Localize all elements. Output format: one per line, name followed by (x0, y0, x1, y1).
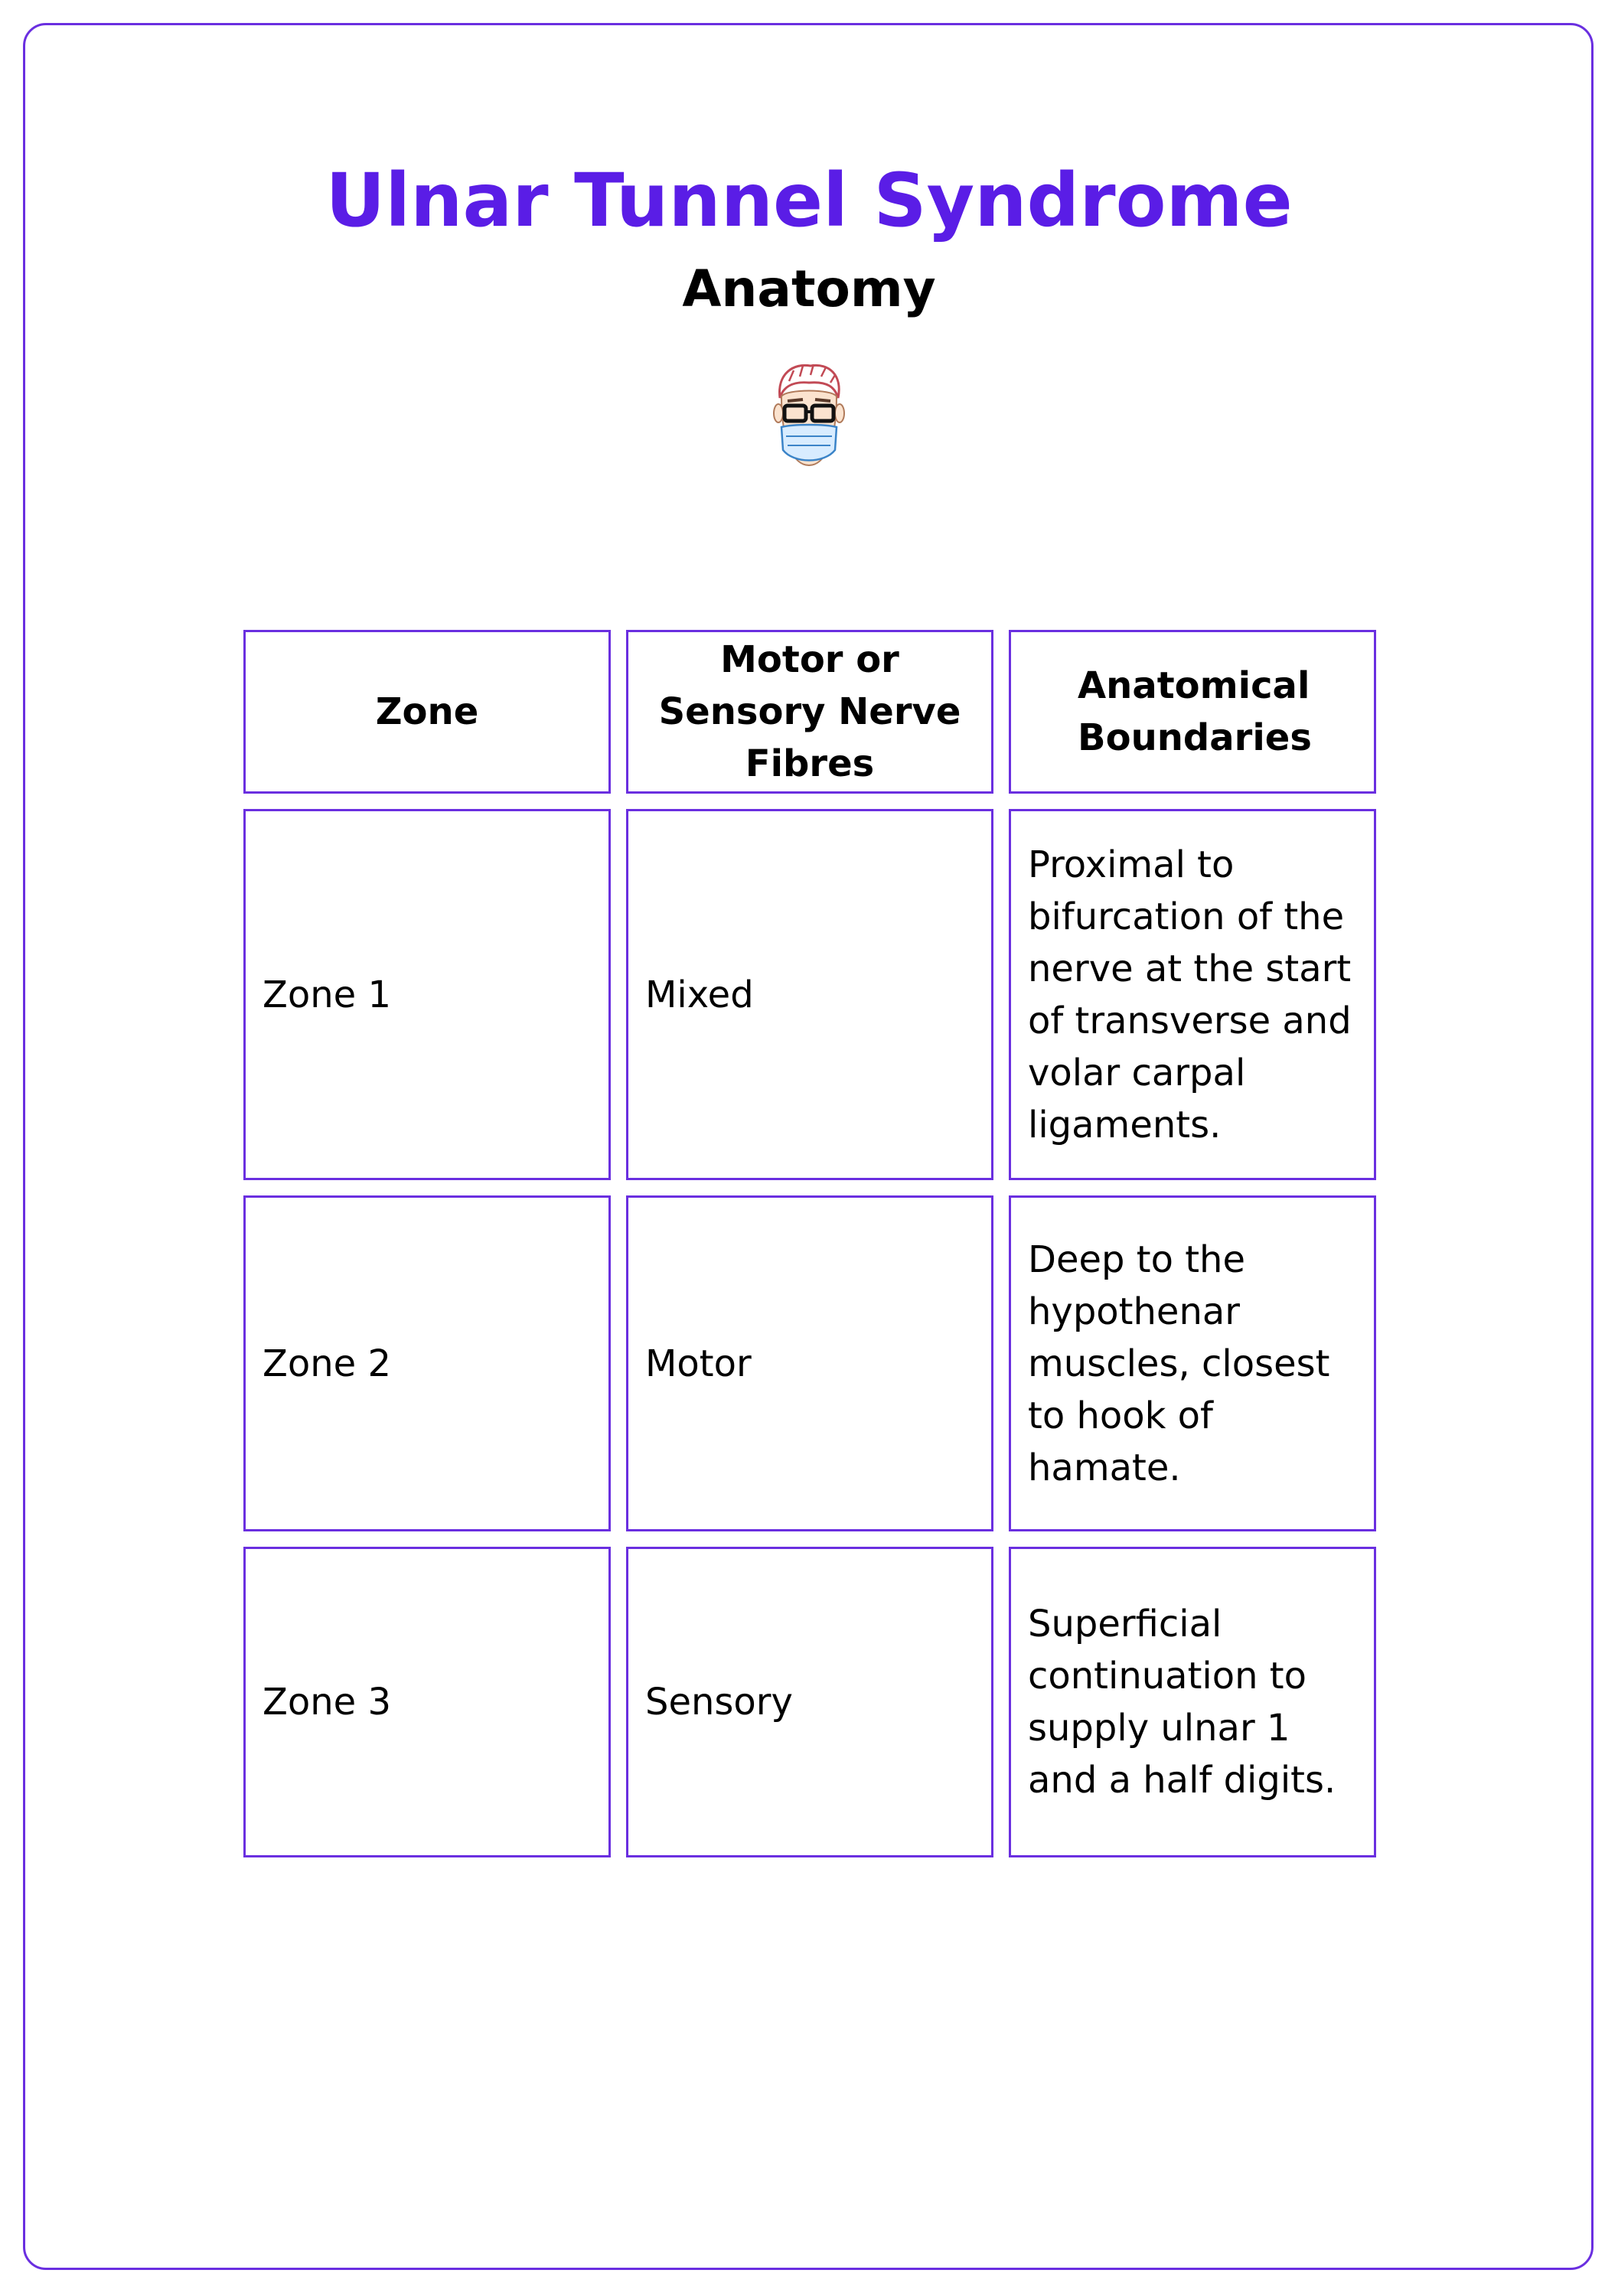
table-header-zone: Zone (243, 630, 611, 794)
page-subtitle: Anatomy (682, 259, 936, 318)
table-cell-fibres: Motor (626, 1195, 993, 1531)
table-cell-boundaries: Proximal to bifurcation of the nerve at the start of transverse and volar carpal ligaments. (1009, 809, 1376, 1180)
table-header-fibres: Motor or Sensory Nerve Fibres (626, 630, 993, 794)
table-header-boundaries: Anatomical Boundaries (1009, 630, 1376, 794)
doctor-avatar-icon (763, 358, 855, 473)
table-cell-fibres: Sensory (626, 1547, 993, 1857)
table-cell-boundaries: Superficial continuation to supply ulnar 1 and a half digits. (1009, 1547, 1376, 1857)
table-cell-fibres: Mixed (626, 809, 993, 1180)
table-cell-zone: Zone 1 (243, 809, 611, 1180)
table-cell-zone: Zone 2 (243, 1195, 611, 1531)
page-title: Ulnar Tunnel Syndrome (325, 158, 1293, 243)
table-cell-boundaries: Deep to the hypothenar muscles, closest to hook of hamate. (1009, 1195, 1376, 1531)
table-cell-zone: Zone 3 (243, 1547, 611, 1857)
